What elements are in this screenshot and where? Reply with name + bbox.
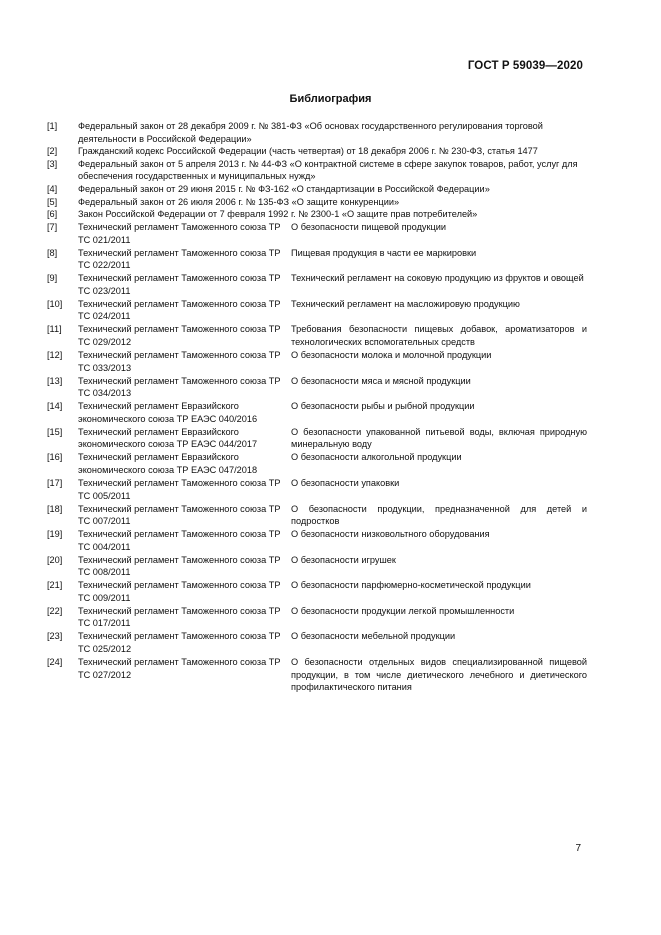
entry-number: [2] <box>47 146 58 157</box>
entry-number: [22] <box>47 605 63 616</box>
entry-number: [9] <box>47 273 58 284</box>
page-title: Библиография <box>289 93 372 105</box>
regulation-entry <box>47 630 587 655</box>
regulation-entry <box>47 298 587 323</box>
regulation-subject: О безопасности пищевой продукции <box>291 222 447 233</box>
regulation-subject: Пищевая продукция в части ее маркировки <box>291 247 477 258</box>
regulation-entry <box>47 221 587 246</box>
entry-number: [23] <box>47 631 63 642</box>
regulation-subject: О безопасности игрушек <box>291 554 396 565</box>
regulation-subject: О безопасности парфюмерно-косметической продукции <box>291 580 531 591</box>
regulation-name: Технический регламент Евразийского экономического союза ТР ЕАЭС 044/2017 <box>78 426 258 450</box>
regulation-subject: О безопасности продукции легкой промышленности <box>291 605 515 616</box>
regulation-name: Технический регламент Таможенного союза ТР ТС 004/2011 <box>78 529 281 552</box>
regulation-subject: О безопасности упаковки <box>291 477 400 488</box>
regulation-entry <box>47 426 587 451</box>
entry-number: [5] <box>47 196 58 207</box>
regulation-entry <box>47 272 587 297</box>
regulation-name: Технический регламент Таможенного союза ТР ТС 025/2012 <box>78 631 281 654</box>
entry-number: [15] <box>47 426 63 437</box>
entry-text: Федеральный закон от 5 апреля 2013 г. № 44-ФЗ «О контрактной системе в сфере закупок товаров, работ, услуг для обеспечения государственных и муниципальных нужд» <box>78 158 578 182</box>
regulation-entry <box>47 247 587 272</box>
regulation-subject: О безопасности алкогольной продукции <box>291 452 462 463</box>
regulation-name: Технический регламент Таможенного союза ТР ТС 007/2011 <box>78 503 281 527</box>
regulation-entry <box>47 579 587 604</box>
entry-text: Федеральный закон от 28 декабря 2009 г. № 381-ФЗ «Об основах государственного регулирования торговой деятельности в Российской Федерации» <box>78 121 543 144</box>
regulation-subject: О безопасности молока и молочной продукции <box>291 350 492 361</box>
entry-number: [17] <box>47 477 63 488</box>
regulation-entry <box>47 451 587 476</box>
entry-number: [21] <box>47 580 63 591</box>
regulation-name: Технический регламент Евразийского экономического союза ТР ЕАЭС 047/2018 <box>78 452 258 475</box>
entry-text: Закон Российской Федерации от 7 февраля 1992 г. № 2300-1 «О защите прав потребителей» <box>78 209 478 220</box>
entry-number: [10] <box>47 298 63 309</box>
regulation-entry <box>47 400 587 425</box>
regulation-name: Технический регламент Таможенного союза ТР ТС 024/2011 <box>78 298 281 322</box>
regulation-name: Технический регламент Таможенного союза ТР ТС 034/2013 <box>78 375 281 399</box>
regulation-entry <box>47 375 587 400</box>
regulation-subject: О безопасности мебельной продукции <box>291 631 456 642</box>
entry-text: Федеральный закон от 29 июня 2015 г. № ФЗ-162 «О стандартизации в Российской Федерации» <box>78 183 490 194</box>
entry-number: [12] <box>47 350 63 361</box>
entry-number: [19] <box>47 529 63 540</box>
regulation-name: Технический регламент Таможенного союза ТР ТС 021/2011 <box>78 222 281 245</box>
regulation-subject: О безопасности упакованной питьевой воды, включая природную минеральную воду <box>291 426 587 450</box>
regulation-name: Технический регламент Евразийского экономического союза ТР ЕАЭС 040/2016 <box>78 401 258 424</box>
entry-text: Федеральный закон от 26 июля 2006 г. № 135-ФЗ «О защите конкуренции» <box>78 196 400 207</box>
entry-number: [14] <box>47 401 63 412</box>
regulation-entry <box>47 528 587 553</box>
bibliography-entry <box>47 196 587 209</box>
regulation-name: Технический регламент Таможенного союза ТР ТС 008/2011 <box>78 554 281 578</box>
entry-number: [11] <box>47 324 62 335</box>
regulation-subject: Технический регламент на соковую продукцию из фруктов и овощей <box>291 273 584 284</box>
entry-number: [1] <box>47 121 58 131</box>
standard-number: ГОСТ Р 59039—2020 <box>467 60 583 72</box>
regulation-subject: Требования безопасности пищевых добавок, ароматизаторов и технологических вспомогательных средств <box>291 324 587 348</box>
regulation-subject: О безопасности мяса и мясной продукции <box>291 375 471 386</box>
page-number: 7 <box>575 843 581 854</box>
bibliography-entry <box>47 145 587 158</box>
bibliography-entry <box>47 183 587 196</box>
regulation-entry <box>47 605 587 630</box>
regulation-name: Технический регламент Таможенного союза ТР ТС 005/2011 <box>78 477 281 501</box>
entry-number: [18] <box>47 503 63 514</box>
regulation-name: Технический регламент Таможенного союза ТР ТС 017/2011 <box>78 605 281 629</box>
entry-number: [13] <box>47 375 63 386</box>
regulation-entry <box>47 477 587 502</box>
regulation-entry <box>47 656 587 694</box>
bibliography-entry <box>47 120 587 145</box>
bibliography-entry <box>47 208 587 221</box>
entry-number: [3] <box>47 158 58 169</box>
regulation-entry <box>47 554 587 579</box>
regulation-subject: О безопасности низковольтного оборудования <box>291 529 490 540</box>
entry-number: [6] <box>47 209 58 220</box>
regulation-subject: Технический регламент на масложировую продукцию <box>291 298 520 309</box>
regulation-subject: О безопасности рыбы и рыбной продукции <box>291 401 475 412</box>
entry-number: [20] <box>47 554 63 565</box>
regulation-name: Технический регламент Таможенного союза ТР ТС 033/2013 <box>78 350 281 373</box>
entry-number: [8] <box>47 247 58 258</box>
entry-number: [24] <box>47 656 63 667</box>
regulation-name: Технический регламент Таможенного союза ТР ТС 027/2012 <box>78 656 281 680</box>
regulation-name: Технический регламент Таможенного союза ТР ТС 023/2011 <box>78 273 281 296</box>
entry-number: [16] <box>47 452 63 463</box>
regulation-entry <box>47 349 587 374</box>
regulation-entry <box>47 323 587 348</box>
regulation-subject: О безопасности отдельных видов специализированной пищевой продукции, в том числе диетического лечебного и диетического профилактического питания <box>291 656 587 693</box>
regulation-name: Технический регламент Таможенного союза ТР ТС 022/2011 <box>78 247 281 271</box>
bibliography-list <box>47 120 587 694</box>
entry-number: [7] <box>47 222 58 233</box>
regulation-name: Технический регламент Таможенного союза ТР ТС 009/2011 <box>78 580 281 603</box>
regulation-name: Технический регламент Таможенного союза ТР ТС 029/2012 <box>78 324 281 348</box>
regulation-subject: О безопасности продукции, предназначенной для детей и подростков <box>291 503 587 527</box>
entry-text: Гражданский кодекс Российской Федерации (часть четвертая) от 18 декабря 2006 г. № 230-ФЗ, статья 1477 <box>78 146 538 157</box>
entry-number: [4] <box>47 183 58 194</box>
regulation-entry <box>47 503 587 528</box>
bibliography-entry <box>47 158 587 183</box>
